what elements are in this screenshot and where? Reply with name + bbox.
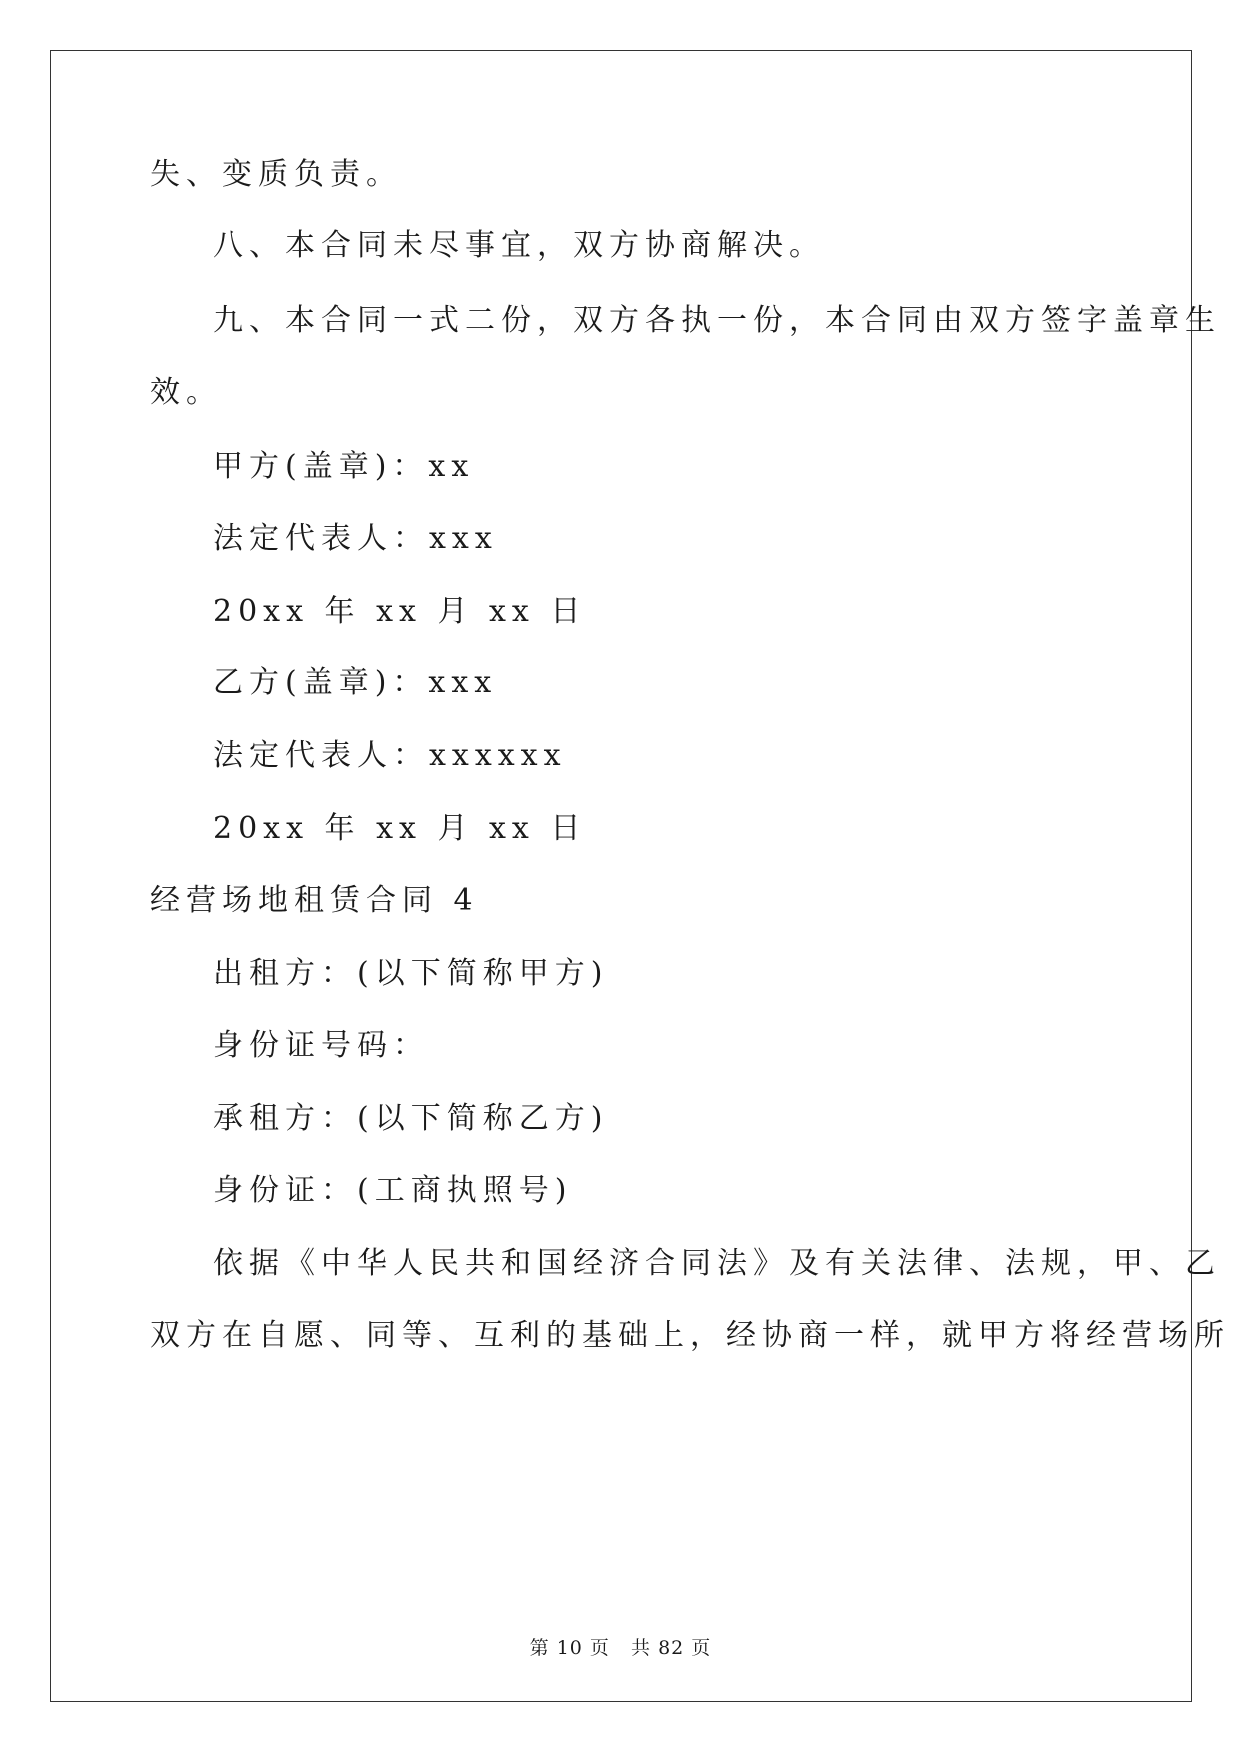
text-line: 乙方(盖章)：xxx xyxy=(213,665,498,700)
text-line: 八、本合同未尽事宜，双方协商解决。 xyxy=(213,228,825,263)
text-line: 效。 xyxy=(150,375,222,410)
text-line: 20xx 年 xx 月 xx 日 xyxy=(213,594,587,629)
text-line: 20xx 年 xx 月 xx 日 xyxy=(213,811,587,846)
page-border xyxy=(50,50,1192,1702)
text-line: 法定代表人：xxx xyxy=(213,521,498,556)
text-line: 身份证：(工商执照号) xyxy=(213,1173,573,1208)
section-heading: 经营场地租赁合同 4 xyxy=(150,883,479,918)
text-line: 九、本合同一式二份，双方各执一份，本合同由双方签字盖章生 xyxy=(213,303,1221,338)
text-line: 双方在自愿、同等、互利的基础上，经协商一样，就甲方将经营场所 xyxy=(150,1318,1230,1353)
text-line: 承租方：(以下简称乙方) xyxy=(213,1101,609,1136)
text-line: 法定代表人：xxxxxx xyxy=(213,738,567,773)
text-line: 身份证号码： xyxy=(213,1028,429,1063)
text-line: 失、变质负责。 xyxy=(150,157,402,192)
text-line: 依据《中华人民共和国经济合同法》及有关法律、法规，甲、乙 xyxy=(213,1246,1221,1281)
page-number-footer: 第 10 页 共 82 页 xyxy=(529,1637,712,1659)
text-line: 出租方：(以下简称甲方) xyxy=(213,956,609,991)
text-line: 甲方(盖章)：xx xyxy=(213,449,475,484)
